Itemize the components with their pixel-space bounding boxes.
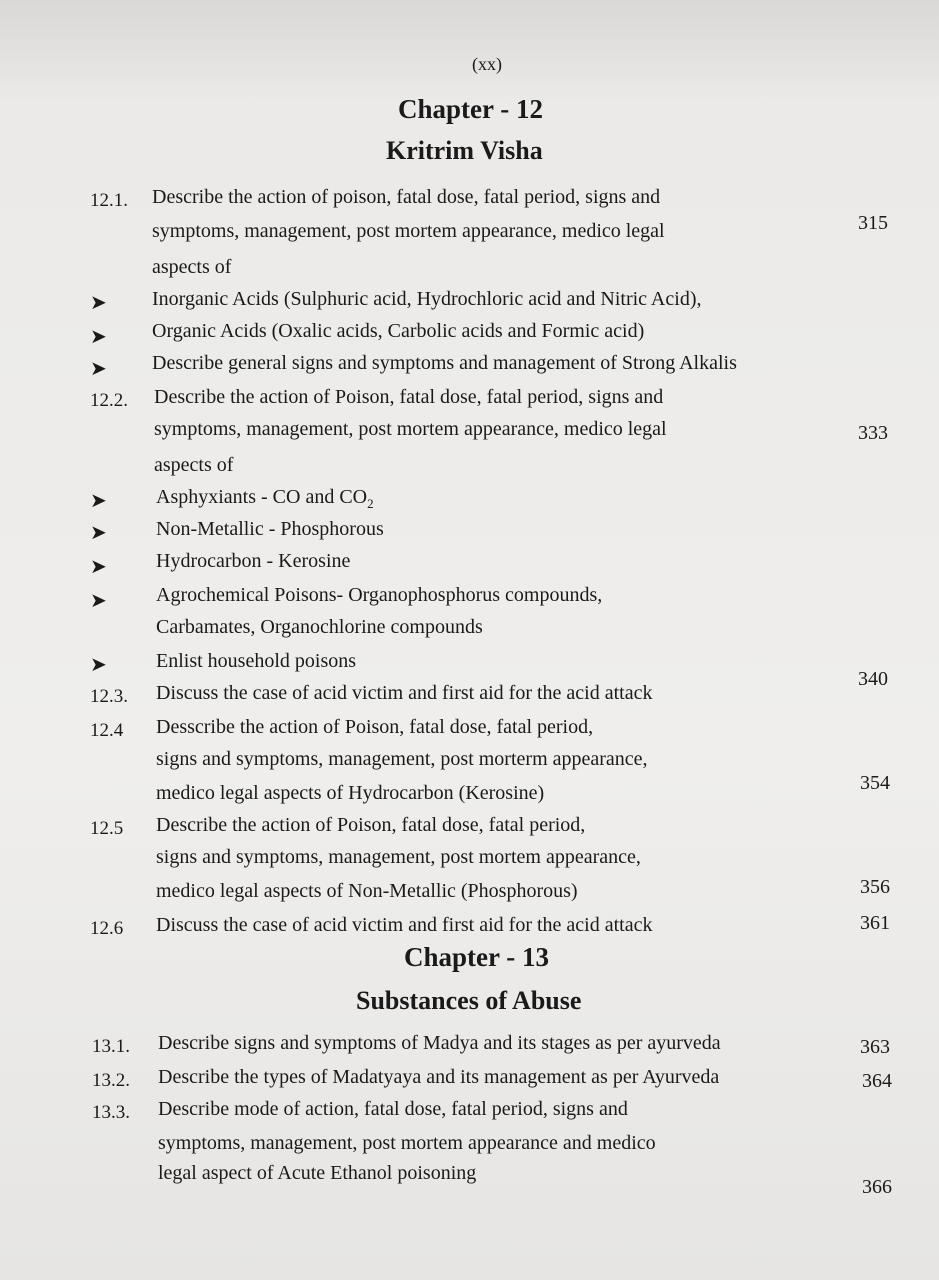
page-ref: 356	[860, 876, 890, 898]
page-ref: 315	[858, 212, 888, 234]
section-number: 12.4	[90, 720, 124, 741]
page-number: (xx)	[472, 54, 502, 74]
list-item: Inorganic Acids (Sulphuric acid, Hydrochloric acid and Nitric Acid),	[152, 288, 702, 310]
section-text-line: aspects of	[154, 454, 234, 476]
section-number: 12.5	[90, 818, 124, 839]
section-text-line: symptoms, management, post mortem appearance, medico legal	[154, 418, 667, 440]
page-ref: 366	[862, 1176, 892, 1198]
section-text-line: symptoms, management, post mortem appearance, medico legal	[152, 220, 665, 242]
bullet-arrow-icon: ➤	[90, 522, 107, 544]
section-text-line: Discuss the case of acid victim and first aid for the acid attack	[156, 682, 653, 704]
list-item: Asphyxiants - CO and $CO_2$	[156, 486, 374, 511]
list-item: Describe general signs and symptoms and management of Strong Alkalis	[152, 352, 737, 374]
section-number: 12.2.	[90, 390, 128, 411]
section-text-line: Describe the action of Poison, fatal dose, fatal period, signs and	[154, 386, 664, 408]
section-number: 13.2.	[92, 1070, 130, 1091]
list-item: Organic Acids (Oxalic acids, Carbolic acids and Formic acid)	[152, 320, 645, 342]
bullet-arrow-icon: ➤	[90, 292, 107, 314]
page-ref: 354	[860, 772, 890, 794]
list-item-continuation: Carbamates, Organochlorine compounds	[156, 616, 483, 638]
bullet-arrow-icon: ➤	[90, 556, 107, 578]
section-text-line: symptoms, management, post mortem appearance and medico	[158, 1132, 656, 1154]
section-text-line: Describe signs and symptoms of Madya and its stages as per ayurveda	[158, 1032, 721, 1054]
list-item: Enlist household poisons	[156, 650, 357, 672]
page-ref: 333	[858, 422, 888, 444]
page-ref: 363	[860, 1036, 890, 1058]
section-text-line: Describe the types of Madatyaya and its management as per Ayurveda	[158, 1066, 720, 1088]
section-number: 12.6	[90, 918, 124, 939]
page-ref: 364	[862, 1070, 892, 1092]
section-text-line: Describe mode of action, fatal dose, fatal period, signs and	[158, 1098, 628, 1120]
bullet-arrow-icon: ➤	[90, 326, 107, 348]
section-text-line: Describe the action of poison, fatal dose, fatal period, signs and	[152, 186, 661, 208]
bullet-arrow-icon: ➤	[90, 590, 107, 612]
list-item: Agrochemical Poisons- Organophosphorus compounds,	[156, 584, 603, 606]
section-text-line: Discuss the case of acid victim and first aid for the acid attack	[156, 914, 653, 936]
chapter-12-heading: Chapter - 12	[398, 94, 543, 124]
section-text-line: signs and symptoms, management, post mortem appearance,	[156, 846, 641, 868]
section-text-line: aspects of	[152, 256, 232, 278]
bullet-arrow-icon: ➤	[90, 654, 107, 676]
list-item: Hydrocarbon - Kerosine	[156, 550, 351, 572]
section-text-line: Describe the action of Poison, fatal dose, fatal period,	[156, 814, 586, 836]
list-item: Non-Metallic - Phosphorous	[156, 518, 384, 540]
section-number: 12.3.	[90, 686, 128, 707]
section-number: 13.1.	[92, 1036, 130, 1057]
section-text-line: medico legal aspects of Non-Metallic (Phosphorous)	[156, 880, 578, 902]
section-text-line: medico legal aspects of Hydrocarbon (Kerosine)	[156, 782, 545, 804]
section-text-line: signs and symptoms, management, post morterm appearance,	[156, 748, 648, 770]
chapter-13-heading: Chapter - 13	[404, 942, 549, 972]
page-ref: 340	[858, 668, 888, 690]
section-number: 13.3.	[92, 1102, 130, 1123]
section-number: 12.1.	[90, 190, 128, 211]
section-text-line: legal aspect of Acute Ethanol poisoning	[158, 1162, 477, 1184]
section-text-line: Desscribe the action of Poison, fatal dose, fatal period,	[156, 716, 594, 738]
chapter-13-title: Substances of Abuse	[356, 986, 582, 1015]
bullet-arrow-icon: ➤	[90, 490, 107, 512]
page-ref: 361	[860, 912, 890, 934]
bullet-arrow-icon: ➤	[90, 358, 107, 380]
chapter-12-title: Kritrim Visha	[386, 136, 543, 165]
